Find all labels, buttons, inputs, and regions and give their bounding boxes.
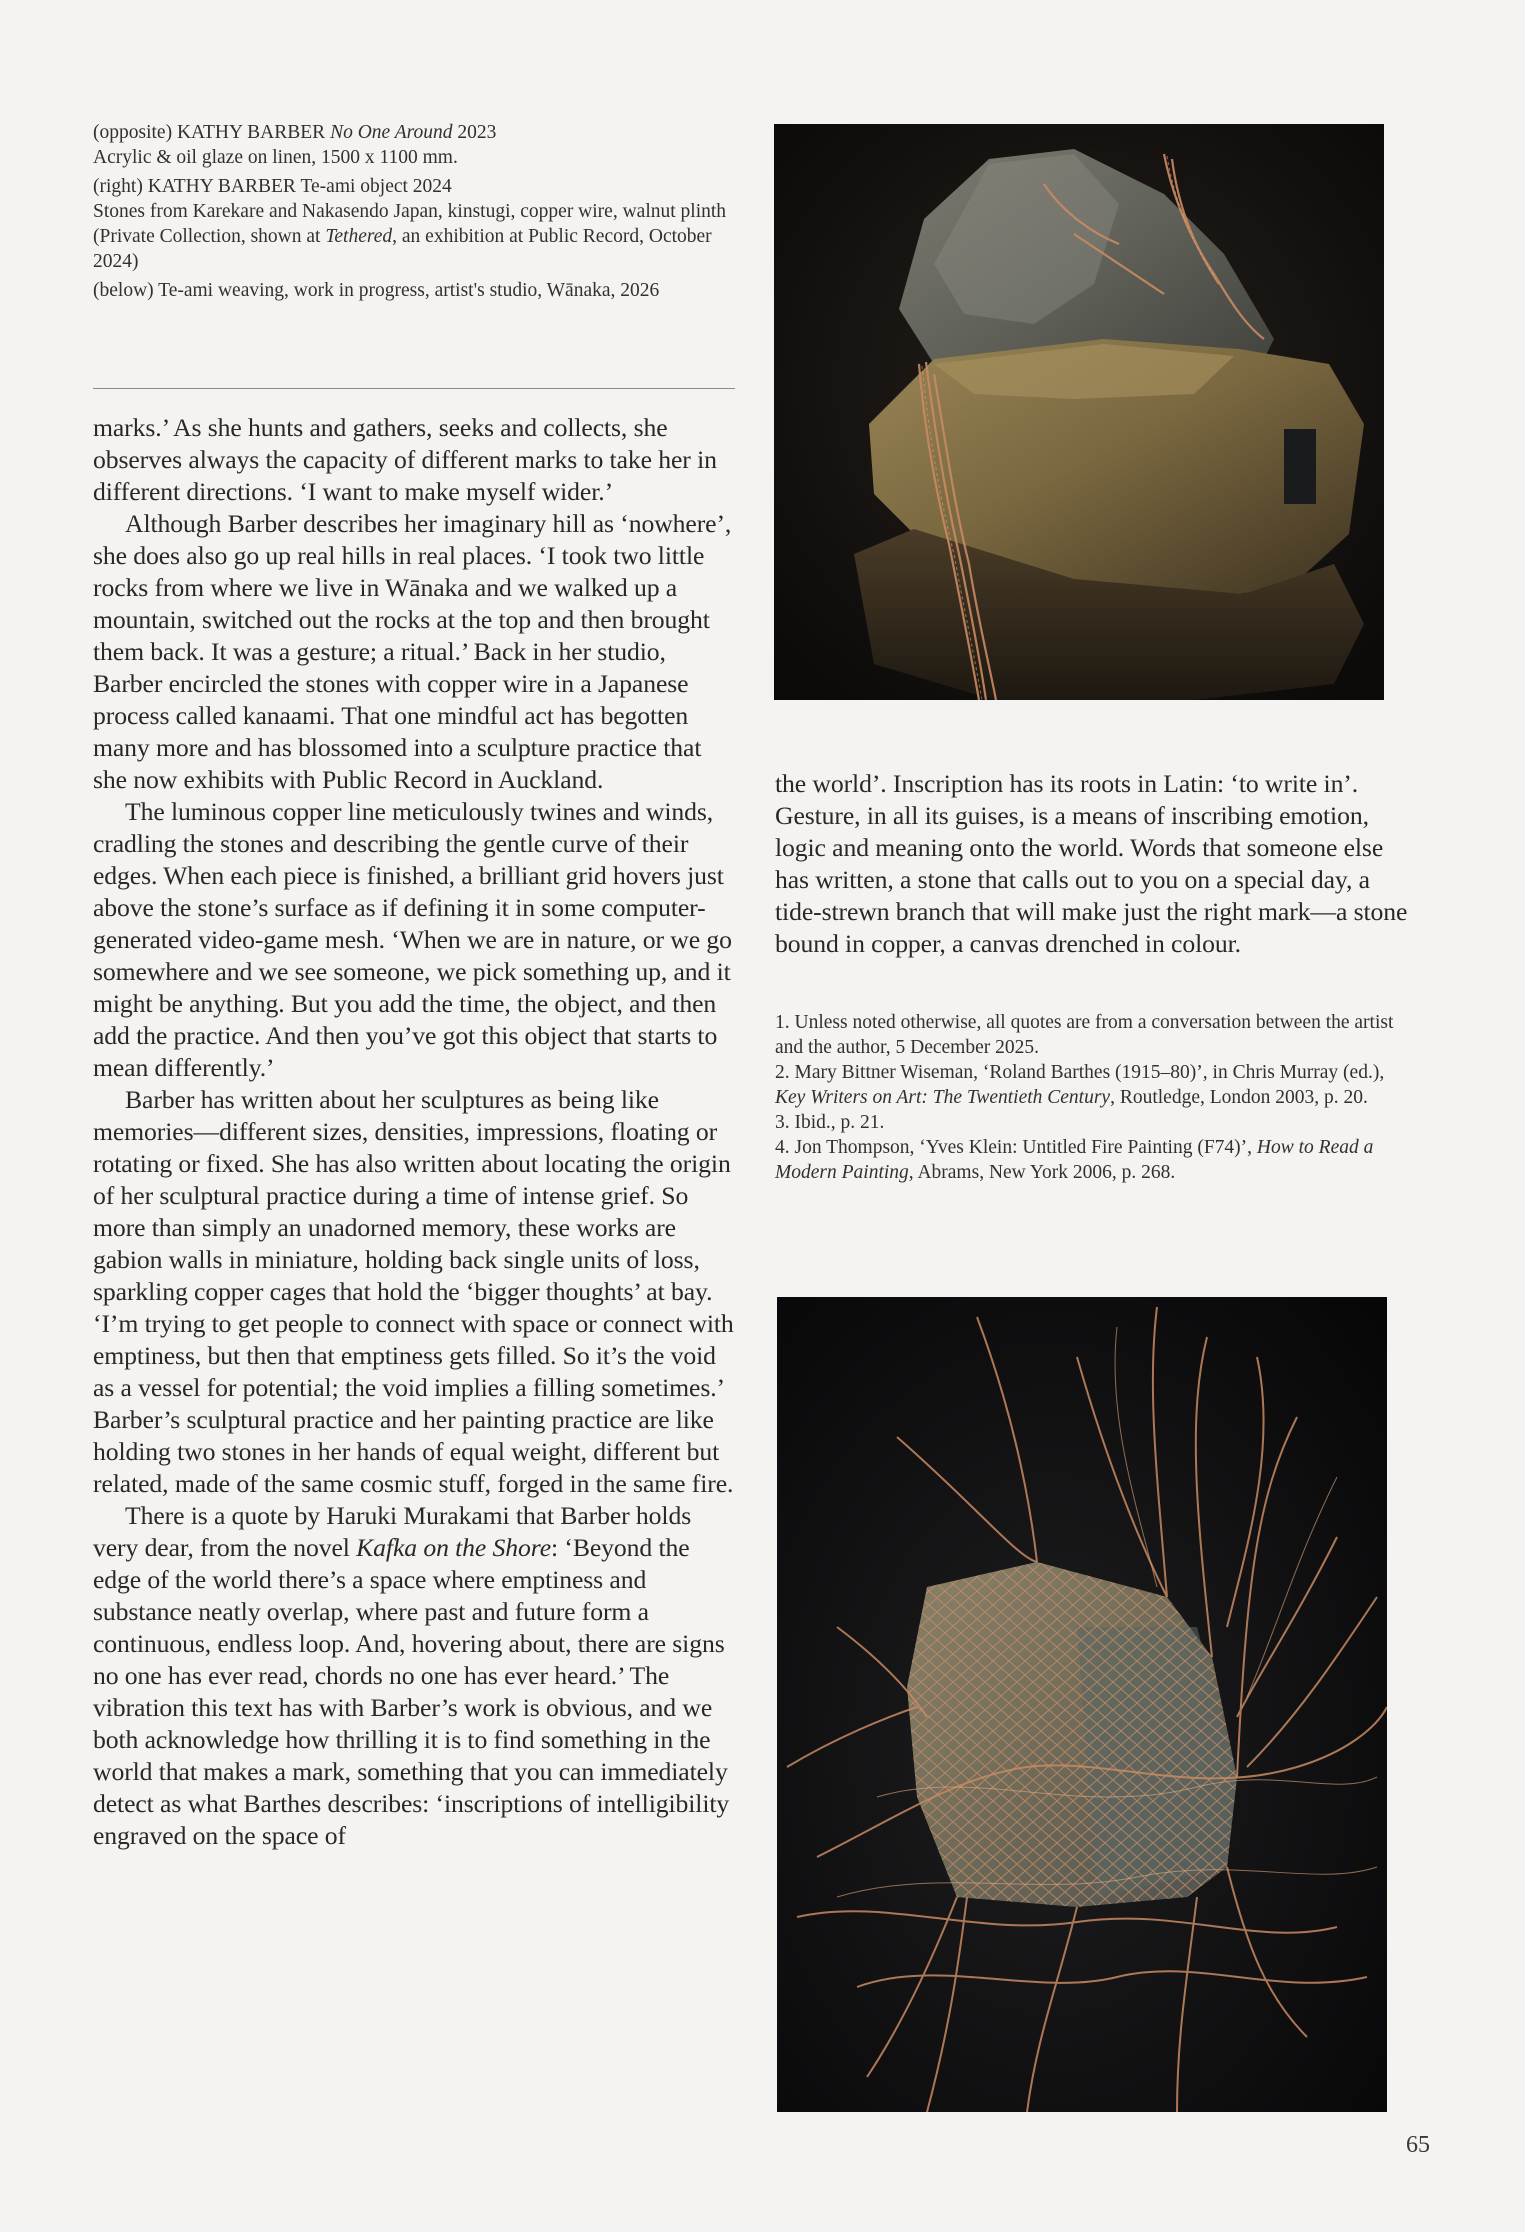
paragraph: Barber has written about her sculptures as being like memories—different sizes, densities, impressions, floating or rotating or fixed. She has also written about locating the origin of her sculptural practice during a time of intense grief. So more than simply an unadorned memory, these works are gabion walls in miniature, holding back single units of loss, sparkling copper cages that hold the ‘bigger thoughts’ at bay. ‘I’m trying to get people to connect with space or connect with emptiness, but then that emptiness gets filled. So it’s the void as a vessel for potential; the void implies a filling sometimes.’ Barber’s sculptural practice and her painting practice are like holding two stones in her hands of equal weight, different but related, made of the same cosmic stuff, forged in the same fire. [93,1085,734,1498]
caption-right: (right) KATHY BARBER Te-ami object 2024 Stones from Karekare and Nakasendo Japan, kinstugi, copper wire, walnut plinth (Private Collection, shown at Tethered, an exhibition at Public Record, October 2024) [93,176,727,272]
footnote-3: 3. Ibid., p. 21. [775,1112,885,1133]
te-ami-object-photo [774,124,1384,700]
footnote-4: 4. Jon Thompson, ‘Yves Klein: Untitled Fire Painting (F74)’, How to Read a Modern Painting, Abrams, New York 2006, p. 268. [775,1137,1374,1183]
te-ami-weaving-photo [777,1297,1387,2112]
paragraph: The luminous copper line meticulously twines and winds, cradling the stones and describing the gentle curve of their edges. When each piece is finished, a brilliant grid hovers just above the stone’s surface as if defining it in some computer-generated video-game mesh. ‘When we are in nature, or we go somewhere and we see someone, we pick something up, and it might be anything. But you add the time, the object, and then add the practice. And then you’ve got this object that starts to mean differently.’ [93,797,732,1082]
footnotes [775,1010,1415,1185]
paragraph: marks.’ As she hunts and gathers, seeks and collects, she observes always the capacity of different marks to take her in different directions. ‘I want to make myself wider.’ [93,413,717,506]
paragraph: There is a quote by Haruki Murakami that Barber holds very dear, from the novel Kafka on the Shore: ‘Beyond the edge of the world there’s a space where emptiness and substance neatly overlap, where past and future form a continuous, endless loop. And, hovering about, there are signs no one has ever read, chords no one has ever heard.’ The vibration this text has with Barber’s work is obvious, and we both acknowledge how thrilling it is to find something in the world that makes a mark, something that you can immediately detect as what Barthes describes: ‘inscriptions of intelligibility engraved on the space of [93,1501,730,1850]
caption-opposite: (opposite) KATHY BARBER No One Around 2023 Acrylic & oil glaze on linen, 1500 x 1100 mm. [93,122,497,168]
article-body-right [775,768,1415,960]
caption-divider [93,388,735,389]
caption-below: (below) Te-ami weaving, work in progress, artist's studio, Wānaka, 2026 [93,280,660,301]
paragraph: the world’. Inscription has its roots in Latin: ‘to write in’. Gesture, in all its guises, is a means of inscribing emotion, logic and meaning onto the world. Words that someone else has written, a stone that calls out to you on a special day, a tide-strewn branch that will make just the right mark—a stone bound in copper, a canvas drenched in colour. [775,769,1408,958]
footnote-1: 1. Unless noted otherwise, all quotes are from a conversation between the artist and the author, 5 December 2025. [775,1012,1394,1058]
article-body-left [93,412,738,1852]
footnote-2: 2. Mary Bittner Wiseman, ‘Roland Barthes (1915–80)’, in Chris Murray (ed.), Key Writers on Art: The Twentieth Century, Routledge, London 2003, p. 20. [775,1062,1385,1108]
paragraph: Although Barber describes her imaginary hill as ‘nowhere’, she does also go up real hills in real places. ‘I took two little rocks from where we live in Wānaka and we walked up a mountain, switched out the rocks at the top and then brought them back. It was a gesture; a ritual.’ Back in her studio, Barber encircled the stones with copper wire in a Japanese process called kanaami. That one mindful act has begotten many more and has blossomed into a sculpture practice that she now exhibits with Public Record in Auckland. [93,509,732,794]
caption-block [93,120,733,307]
page-number: 65 [1406,2132,1430,2158]
